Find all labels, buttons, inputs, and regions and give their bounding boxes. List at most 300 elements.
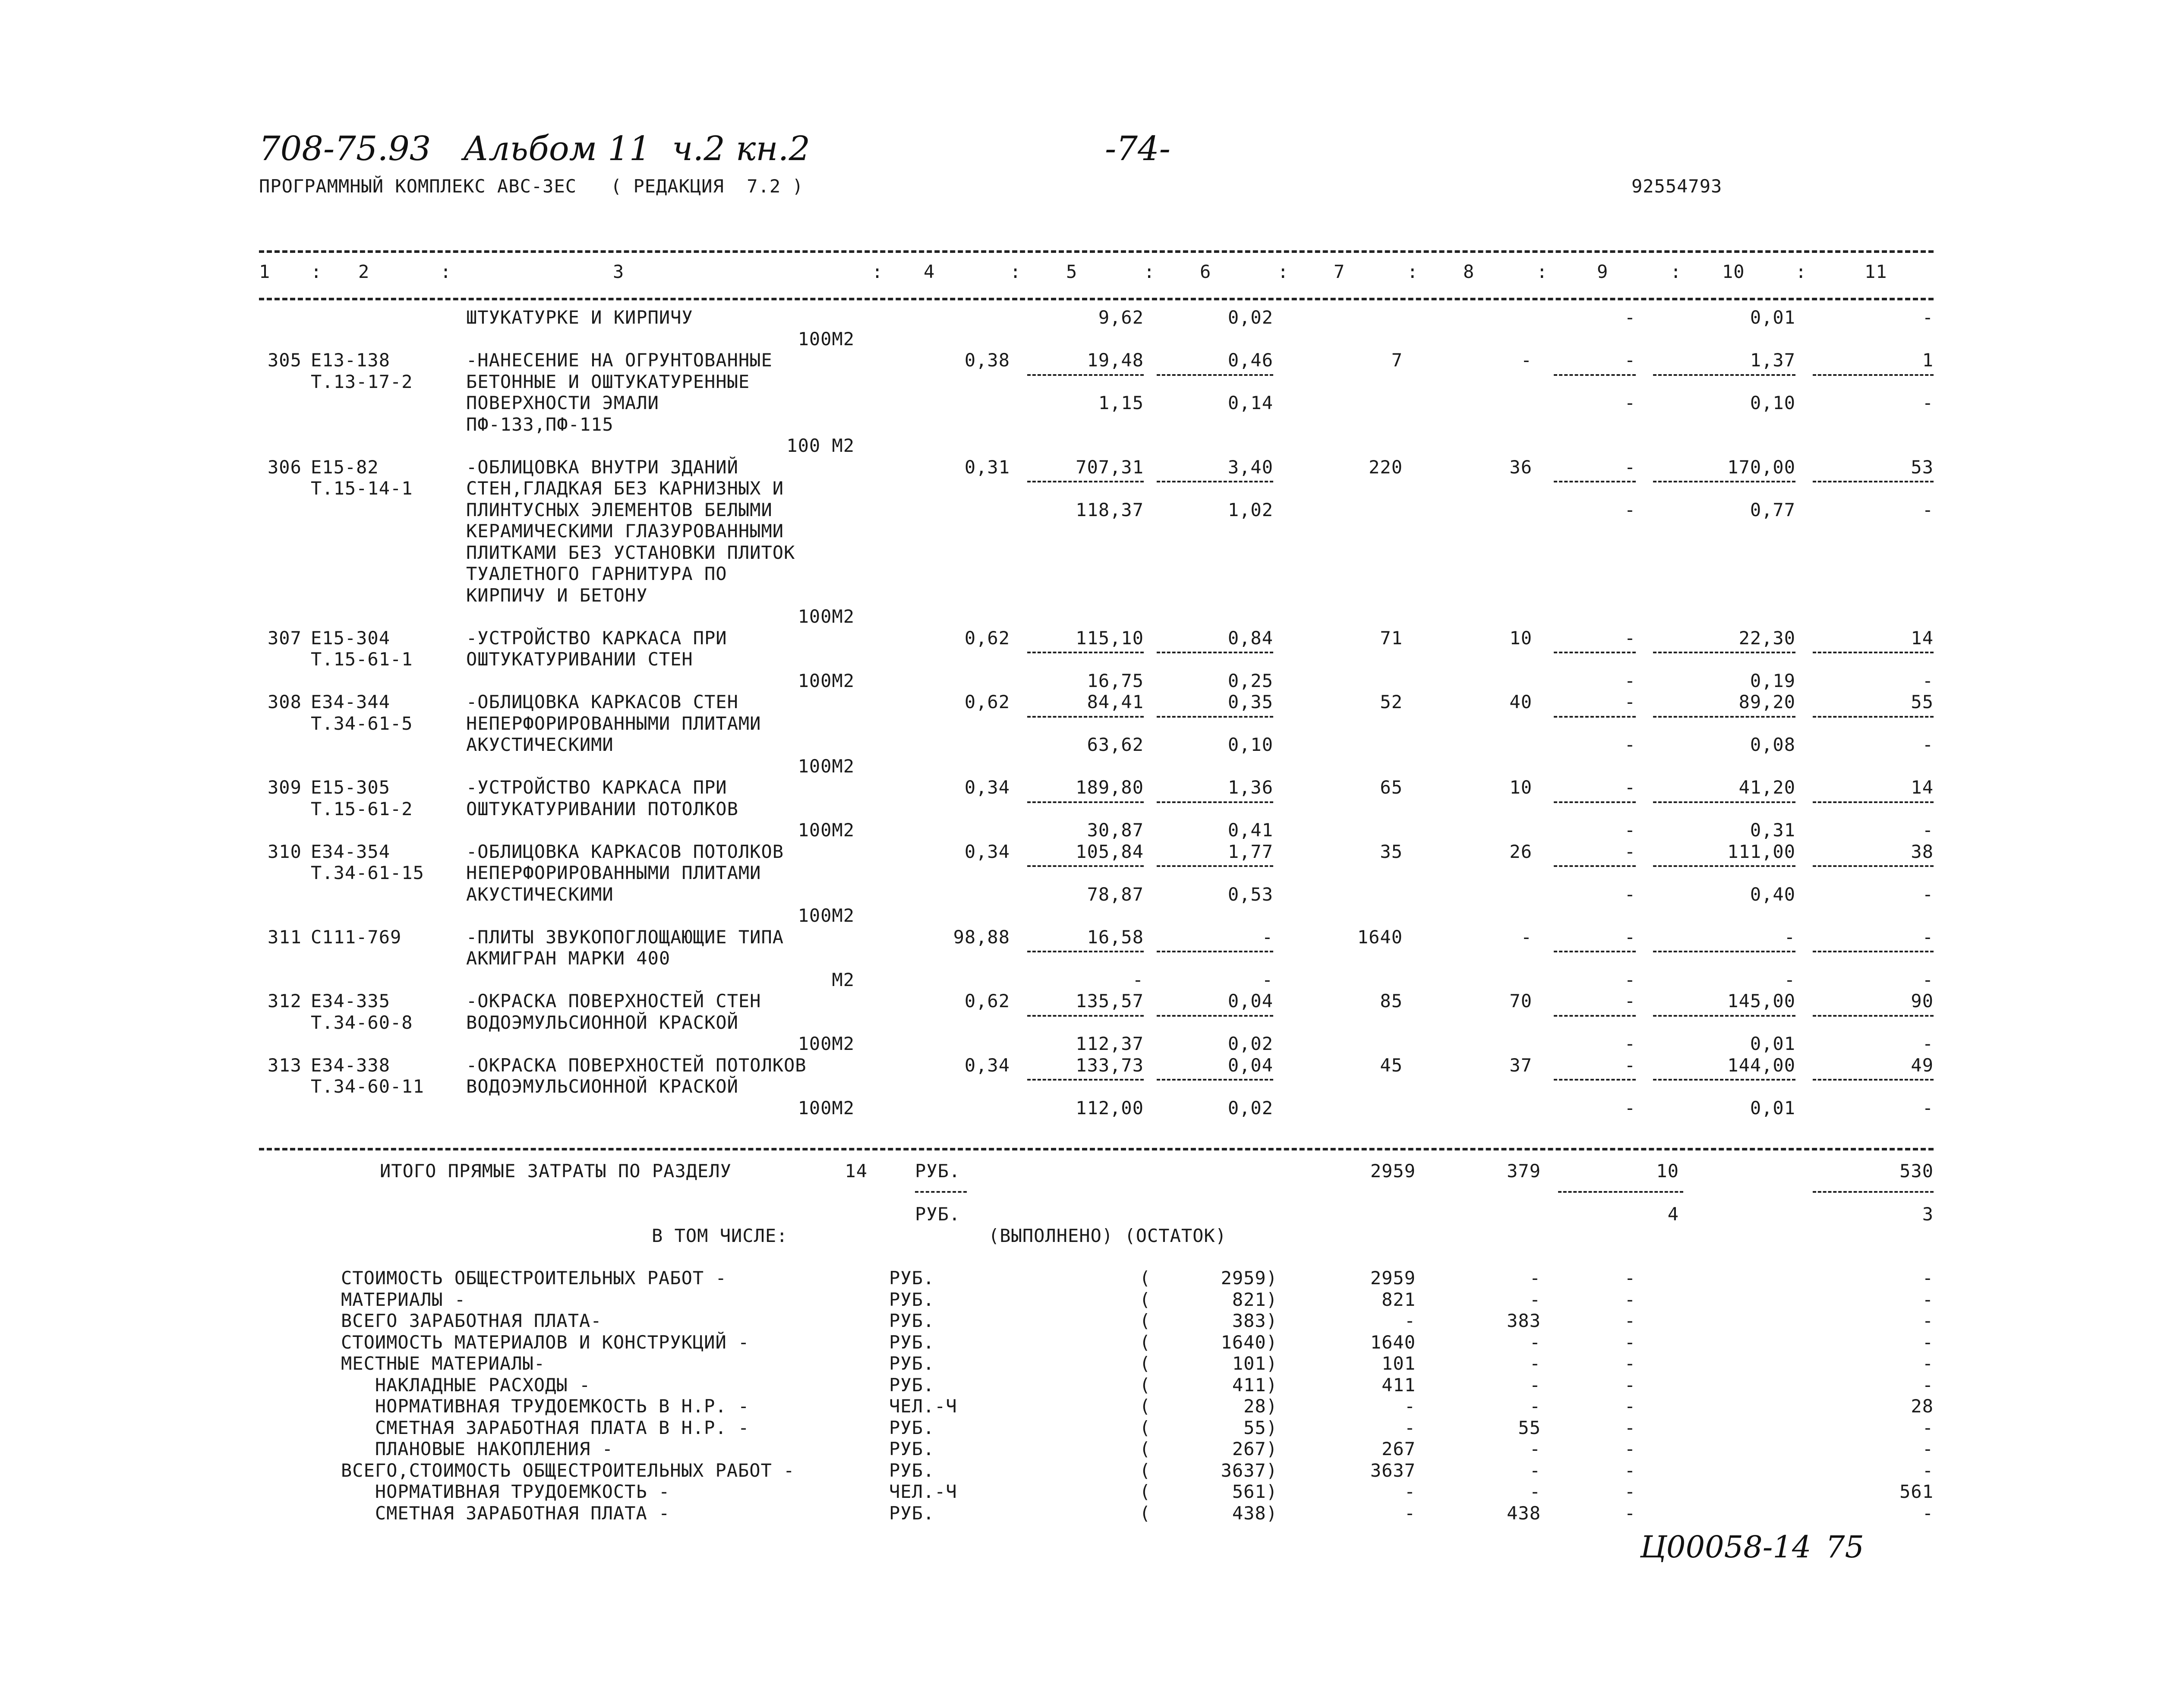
cell-c4: 0,34 <box>964 841 1010 862</box>
breakdown-unit: РУБ. <box>889 1502 935 1524</box>
breakdown-label: СМЕТНАЯ ЗАРАБОТНАЯ ПЛАТА В Н.Р. - <box>341 1417 750 1438</box>
cell-c5: 16,58 <box>1087 926 1144 948</box>
breakdown-unit: РУБ. <box>889 1331 935 1353</box>
breakdown-c7: 821 <box>1382 1289 1416 1310</box>
breakdown-label: МАТЕРИАЛЫ - <box>341 1289 466 1310</box>
cell-c9: - <box>1624 883 1636 905</box>
column-separator: : <box>1407 261 1419 282</box>
breakdown-c9: - <box>1624 1310 1636 1331</box>
cell-c5: 78,87 <box>1087 883 1144 905</box>
cell-c10: 22,30 <box>1738 627 1795 649</box>
cell-c5: 707,31 <box>1076 456 1144 478</box>
cell-c3: М2 <box>832 969 855 990</box>
open-paren: ( <box>1139 1417 1151 1438</box>
header-bottom-rule <box>259 298 1934 300</box>
cell-c3: ОШТУКАТУРИВАНИИ СТЕН <box>466 649 693 670</box>
cell-c4: 0,31 <box>964 456 1010 478</box>
breakdown-c7: 3637 <box>1370 1459 1416 1481</box>
open-paren: ( <box>1139 1267 1151 1289</box>
breakdown-unit: РУБ. <box>889 1353 935 1374</box>
cell-c9: - <box>1624 819 1636 841</box>
cell-c6: 1,77 <box>1227 841 1273 862</box>
column-number-1: 1 <box>259 261 271 282</box>
cell-c2: С111-769 <box>311 926 402 948</box>
breakdown-paren: 55) <box>1243 1417 1278 1438</box>
cell-c11: 49 <box>1911 1054 1934 1076</box>
cell-c6: 0,41 <box>1227 819 1273 841</box>
column-separator: : <box>1278 261 1289 282</box>
cell-c3: 100М2 <box>798 1033 855 1054</box>
cell-c3: 100М2 <box>798 606 855 627</box>
open-paren: ( <box>1139 1374 1151 1396</box>
value-split-rule <box>1653 716 1795 718</box>
total-col7: 2959 <box>1370 1160 1416 1182</box>
breakdown-label: СМЕТНАЯ ЗАРАБОТНАЯ ПЛАТА - <box>341 1502 670 1524</box>
breakdown-paren: 1640) <box>1221 1331 1278 1353</box>
breakdown-label: ВСЕГО,СТОИМОСТЬ ОБЩЕСТРОИТЕЛЬНЫХ РАБОТ - <box>341 1459 795 1481</box>
breakdown-c9: - <box>1624 1267 1636 1289</box>
breakdown-c11: 28 <box>1911 1396 1934 1417</box>
cell-c3: ПЛИТКАМИ БЕЗ УСТАНОВКИ ПЛИТОК <box>466 542 795 563</box>
cell-c9: - <box>1624 777 1636 798</box>
value-split-rule <box>1813 374 1934 376</box>
cell-c8: 70 <box>1509 990 1532 1012</box>
breakdown-c11: - <box>1922 1417 1934 1438</box>
breakdown-c9: - <box>1624 1353 1636 1374</box>
breakdown-paren: 28) <box>1243 1396 1278 1417</box>
breakdown-c7: - <box>1404 1481 1416 1502</box>
open-paren: ( <box>1139 1459 1151 1481</box>
value-split-rule <box>1813 1079 1934 1081</box>
including-label: В ТОМ ЧИСЛЕ: <box>652 1225 788 1246</box>
breakdown-c8: - <box>1529 1481 1541 1502</box>
cell-c9: - <box>1624 456 1636 478</box>
column-number-10: 10 <box>1722 261 1745 282</box>
breakdown-c7: - <box>1404 1417 1416 1438</box>
cell-c9: - <box>1624 1097 1636 1119</box>
program-header: ПРОГРАММНЫЙ КОМПЛЕКС АВС-3ЕС ( РЕДАКЦИЯ 7.2 ) <box>259 176 804 197</box>
value-split-rule <box>1653 951 1795 952</box>
cell-c2: Т.13-17-2 <box>311 371 413 392</box>
cell-c10: 144,00 <box>1727 1054 1795 1076</box>
open-paren: ( <box>1139 1438 1151 1459</box>
column-number-9: 9 <box>1597 261 1609 282</box>
breakdown-c9: - <box>1624 1289 1636 1310</box>
open-paren: ( <box>1139 1396 1151 1417</box>
cell-c6: 1,36 <box>1227 777 1273 798</box>
cell-c3: -ОБЛИЦОВКА КАРКАСОВ СТЕН <box>466 691 738 712</box>
breakdown-c11: - <box>1922 1289 1934 1310</box>
cell-c9: - <box>1624 926 1636 948</box>
breakdown-unit: РУБ. <box>889 1374 935 1396</box>
cell-c3: -УСТРОЙСТВО КАРКАСА ПРИ <box>466 627 727 649</box>
cell-c9: - <box>1624 734 1636 755</box>
value-split-rule <box>1653 801 1795 803</box>
cell-c1: 310 <box>268 841 302 862</box>
value-split-rule <box>1813 951 1934 952</box>
cell-c11: 53 <box>1911 456 1934 478</box>
breakdown-c11: - <box>1922 1310 1934 1331</box>
cell-c5: 115,10 <box>1076 627 1144 649</box>
breakdown-paren: 3637) <box>1221 1459 1278 1481</box>
cell-c3: -НАНЕСЕНИЕ НА ОГРУНТОВАННЫЕ <box>466 350 773 371</box>
cell-c7: 220 <box>1369 456 1403 478</box>
cell-c10: 170,00 <box>1727 456 1795 478</box>
cell-c2: Т.34-61-5 <box>311 712 413 734</box>
cell-c4: 0,62 <box>964 691 1010 712</box>
cell-c2: Т.34-60-11 <box>311 1076 424 1097</box>
breakdown-c8: 55 <box>1518 1417 1541 1438</box>
breakdown-c7: - <box>1404 1502 1416 1524</box>
total-unit-underline <box>915 1191 967 1193</box>
breakdown-unit: РУБ. <box>889 1459 935 1481</box>
value-split-rule <box>1813 865 1934 867</box>
cell-c3: ПЛИНТУСНЫХ ЭЛЕМЕНТОВ БЕЛЫМИ <box>466 499 773 520</box>
cell-c5: 112,37 <box>1076 1033 1144 1054</box>
breakdown-c9: - <box>1624 1438 1636 1459</box>
cell-c1: 307 <box>268 627 302 649</box>
cell-c3: 100М2 <box>798 670 855 691</box>
cell-c8: 10 <box>1509 777 1532 798</box>
breakdown-c8: - <box>1529 1459 1541 1481</box>
value-split-rule <box>1813 481 1934 482</box>
value-split-rule <box>1157 481 1273 482</box>
column-number-6: 6 <box>1200 261 1212 282</box>
cell-c5: 19,48 <box>1087 350 1144 371</box>
breakdown-c11: - <box>1922 1438 1934 1459</box>
cell-c6: 0,14 <box>1227 392 1273 413</box>
breakdown-c9: - <box>1624 1374 1636 1396</box>
cell-c3: АКМИГРАН МАРКИ 400 <box>466 948 671 969</box>
breakdown-paren: 438) <box>1232 1502 1278 1524</box>
cell-c11: 14 <box>1911 627 1934 649</box>
value-split-rule <box>1027 1015 1144 1017</box>
cell-c8: 10 <box>1509 627 1532 649</box>
cell-c11: - <box>1922 969 1934 990</box>
totals-top-rule <box>259 1148 1934 1150</box>
cell-c4: 0,62 <box>964 627 1010 649</box>
cell-c5: 1,15 <box>1098 392 1144 413</box>
value-split-rule <box>1653 1079 1795 1081</box>
cell-c11: - <box>1922 392 1934 413</box>
breakdown-c11: - <box>1922 1502 1934 1524</box>
cell-c9: - <box>1624 1033 1636 1054</box>
cell-c2: Е34-354 <box>311 841 391 862</box>
cell-c3: ПОВЕРХНОСТИ ЭМАЛИ <box>466 392 659 413</box>
cell-c9: - <box>1624 350 1636 371</box>
breakdown-c11: - <box>1922 1331 1934 1353</box>
cell-c1: 305 <box>268 350 302 371</box>
cell-c6: - <box>1262 926 1273 948</box>
cell-c11: 38 <box>1911 841 1934 862</box>
breakdown-c8: 438 <box>1507 1502 1541 1524</box>
cell-c4: 0,34 <box>964 1054 1010 1076</box>
cell-c3: ТУАЛЕТНОГО ГАРНИТУРА ПО <box>466 563 727 584</box>
cell-c9: - <box>1624 670 1636 691</box>
breakdown-c7: - <box>1404 1396 1416 1417</box>
value-split-rule <box>1813 652 1934 653</box>
breakdown-c11: 561 <box>1899 1481 1934 1502</box>
open-paren: ( <box>1139 1481 1151 1502</box>
cell-c11: 1 <box>1922 350 1934 371</box>
column-number-8: 8 <box>1463 261 1475 282</box>
cell-c7: 45 <box>1380 1054 1403 1076</box>
column-number-3: 3 <box>613 261 625 282</box>
value-split-rule <box>1554 652 1636 653</box>
cell-c11: - <box>1922 1033 1934 1054</box>
breakdown-label: ПЛАНОВЫЕ НАКОПЛЕНИЯ - <box>341 1438 613 1459</box>
cell-c3: -ОКРАСКА ПОВЕРХНОСТЕЙ СТЕН <box>466 990 761 1012</box>
cell-c10: 0,40 <box>1750 883 1795 905</box>
cell-c6: 0,02 <box>1227 1033 1273 1054</box>
value-split-rule <box>1027 865 1144 867</box>
cell-c2: Е34-344 <box>311 691 391 712</box>
value-split-rule <box>1027 951 1144 952</box>
cell-c7: 85 <box>1380 990 1403 1012</box>
cell-c6: - <box>1262 969 1273 990</box>
cell-c11: - <box>1922 499 1934 520</box>
cell-c9: - <box>1624 691 1636 712</box>
breakdown-unit: РУБ. <box>889 1417 935 1438</box>
cell-c5: 189,80 <box>1076 777 1144 798</box>
column-separator: : <box>1536 261 1548 282</box>
cell-c8: 37 <box>1509 1054 1532 1076</box>
cell-c1: 312 <box>268 990 302 1012</box>
cell-c3: 100М2 <box>798 905 855 926</box>
value-split-rule <box>1653 865 1795 867</box>
cell-c9: - <box>1624 499 1636 520</box>
cell-c9: - <box>1624 1054 1636 1076</box>
total-col8: 379 <box>1507 1160 1541 1182</box>
cell-c2: Т.34-60-8 <box>311 1012 413 1033</box>
document-number: 92554793 <box>1631 176 1723 197</box>
breakdown-c8: - <box>1529 1331 1541 1353</box>
cell-c1: 306 <box>268 456 302 478</box>
cell-c9: - <box>1624 392 1636 413</box>
cell-c11: - <box>1922 926 1934 948</box>
cell-c7: 65 <box>1380 777 1403 798</box>
total-label: ИТОГО ПРЯМЫЕ ЗАТРАТЫ ПО РАЗДЕЛУ <box>380 1160 732 1182</box>
column-number-4: 4 <box>924 261 935 282</box>
cell-c2: Т.34-61-15 <box>311 862 424 883</box>
cell-c2: Е13-138 <box>311 350 391 371</box>
done-remaining-label: (ВЫПОЛНЕНО) (ОСТАТОК) <box>988 1225 1227 1246</box>
value-split-rule <box>1653 652 1795 653</box>
open-paren: ( <box>1139 1310 1151 1331</box>
breakdown-paren: 561) <box>1232 1481 1278 1502</box>
cell-c11: - <box>1922 670 1934 691</box>
breakdown-c11: - <box>1922 1267 1934 1289</box>
value-split-rule <box>1027 1079 1144 1081</box>
cell-c9: - <box>1624 627 1636 649</box>
breakdown-label: СТОИМОСТЬ ОБЩЕСТРОИТЕЛЬНЫХ РАБОТ - <box>341 1267 727 1289</box>
value-split-rule <box>1554 865 1636 867</box>
cell-c4: 0,34 <box>964 777 1010 798</box>
cell-c11: - <box>1922 819 1934 841</box>
breakdown-c8: - <box>1529 1438 1541 1459</box>
value-split-rule <box>1554 1015 1636 1017</box>
breakdown-paren: 383) <box>1232 1310 1278 1331</box>
breakdown-c11: - <box>1922 1374 1934 1396</box>
cell-c6: 0,53 <box>1227 883 1273 905</box>
breakdown-label: СТОИМОСТЬ МАТЕРИАЛОВ И КОНСТРУКЦИЙ - <box>341 1331 750 1353</box>
value-split-rule <box>1027 716 1144 718</box>
cell-c6: 0,84 <box>1227 627 1273 649</box>
cell-c11: 14 <box>1911 777 1934 798</box>
breakdown-c8: 383 <box>1507 1310 1541 1331</box>
total-section: 14 <box>845 1160 868 1182</box>
cell-c3: 100М2 <box>798 755 855 777</box>
cell-c3: БЕТОННЫЕ И ОШТУКАТУРЕННЫЕ <box>466 371 750 392</box>
cell-c7: 35 <box>1380 841 1403 862</box>
cell-c3: НЕПЕРФОРИРОВАННЫМИ ПЛИТАМИ <box>466 862 761 883</box>
column-separator: : <box>311 261 322 282</box>
value-split-rule <box>1813 801 1934 803</box>
value-split-rule <box>1813 1015 1934 1017</box>
cell-c7: 7 <box>1391 350 1403 371</box>
value-split-rule <box>1653 374 1795 376</box>
cell-c7: 1640 <box>1357 926 1403 948</box>
breakdown-c8: - <box>1529 1374 1541 1396</box>
table-top-rule <box>259 250 1934 253</box>
cell-c9: - <box>1624 990 1636 1012</box>
cell-c1: 311 <box>268 926 302 948</box>
value-split-rule <box>1157 716 1273 718</box>
breakdown-label: МЕСТНЫЕ МАТЕРИАЛЫ- <box>341 1353 546 1374</box>
breakdown-label: НАКЛАДНЫЕ РАСХОДЫ - <box>341 1374 591 1396</box>
open-paren: ( <box>1139 1289 1151 1310</box>
total-unit-second: РУБ. <box>915 1204 961 1225</box>
breakdown-paren: 267) <box>1232 1438 1278 1459</box>
cell-c10: 0,10 <box>1750 392 1795 413</box>
handwritten-page-number: -74- <box>1105 129 1170 168</box>
cell-c3: -ОБЛИЦОВКА ВНУТРИ ЗДАНИЙ <box>466 456 738 478</box>
value-split-rule <box>1813 716 1934 718</box>
breakdown-c7: 2959 <box>1370 1267 1416 1289</box>
column-separator: : <box>872 261 883 282</box>
cell-c5: 30,87 <box>1087 819 1144 841</box>
breakdown-c7: 267 <box>1382 1438 1416 1459</box>
value-split-rule <box>1157 1079 1273 1081</box>
cell-c2: Е15-305 <box>311 777 391 798</box>
cell-c2: Е34-335 <box>311 990 391 1012</box>
cell-c11: 90 <box>1911 990 1934 1012</box>
cell-c5: 9,62 <box>1098 307 1144 328</box>
value-split-rule <box>1554 801 1636 803</box>
cell-c3: -ОБЛИЦОВКА КАРКАСОВ ПОТОЛКОВ <box>466 841 784 862</box>
cell-c3: 100М2 <box>798 1097 855 1119</box>
cell-c1: 308 <box>268 691 302 712</box>
cell-c10: 0,77 <box>1750 499 1795 520</box>
cell-c3: 100М2 <box>798 328 855 350</box>
cell-c6: 1,02 <box>1227 499 1273 520</box>
value-split-rule <box>1157 652 1273 653</box>
cell-c5: 63,62 <box>1087 734 1144 755</box>
cell-c4: 0,62 <box>964 990 1010 1012</box>
cell-c3: НЕПЕРФОРИРОВАННЫМИ ПЛИТАМИ <box>466 712 761 734</box>
breakdown-unit: РУБ. <box>889 1267 935 1289</box>
cell-c10: - <box>1784 926 1795 948</box>
breakdown-c8: - <box>1529 1396 1541 1417</box>
breakdown-paren: 411) <box>1232 1374 1278 1396</box>
value-split-rule <box>1157 1015 1273 1017</box>
breakdown-unit: ЧЕЛ.-Ч <box>889 1481 957 1502</box>
cell-c11: - <box>1922 1097 1934 1119</box>
cell-c2: Е15-82 <box>311 456 379 478</box>
cell-c5: 84,41 <box>1087 691 1144 712</box>
cell-c4: 0,38 <box>964 350 1010 371</box>
breakdown-c11: - <box>1922 1459 1934 1481</box>
cell-c8: - <box>1521 350 1532 371</box>
breakdown-label: НОРМАТИВНАЯ ТРУДОЕМКОСТЬ В Н.Р. - <box>341 1396 750 1417</box>
handwritten-album-note: 708-75.93 Альбом 11 ч.2 кн.2 <box>259 129 811 168</box>
value-split-rule <box>1653 1015 1795 1017</box>
cell-c10: - <box>1784 969 1795 990</box>
cell-c5: 133,73 <box>1076 1054 1144 1076</box>
total-col9: 10 <box>1656 1160 1679 1182</box>
breakdown-c7: 411 <box>1382 1374 1416 1396</box>
cell-c8: - <box>1521 926 1532 948</box>
value-split-rule <box>1554 481 1636 482</box>
cell-c3: 100 М2 <box>786 435 855 456</box>
cell-c1: 309 <box>268 777 302 798</box>
cell-c1: 313 <box>268 1054 302 1076</box>
breakdown-unit: РУБ. <box>889 1289 935 1310</box>
total-col9-underline <box>1558 1191 1683 1193</box>
cell-c8: 26 <box>1509 841 1532 862</box>
breakdown-c9: - <box>1624 1502 1636 1524</box>
column-separator: : <box>1670 261 1682 282</box>
cell-c10: 41,20 <box>1738 777 1795 798</box>
cell-c3: СТЕН,ГЛАДКАЯ БЕЗ КАРНИЗНЫХ И <box>466 478 784 499</box>
total-col11-underline <box>1813 1191 1934 1193</box>
cell-c10: 1,37 <box>1750 350 1795 371</box>
cell-c10: 0,01 <box>1750 1097 1795 1119</box>
cell-c10: 89,20 <box>1738 691 1795 712</box>
value-split-rule <box>1027 481 1144 482</box>
cell-c3: АКУСТИЧЕСКИМИ <box>466 883 614 905</box>
cell-c6: 0,46 <box>1227 350 1273 371</box>
handwritten-archive-page: 75 <box>1826 1529 1865 1565</box>
value-split-rule <box>1157 374 1273 376</box>
cell-c5: 105,84 <box>1076 841 1144 862</box>
cell-c10: 0,31 <box>1750 819 1795 841</box>
cell-c2: Е15-304 <box>311 627 391 649</box>
cell-c3: ВОДОЭМУЛЬСИОННОЙ КРАСКОЙ <box>466 1012 738 1033</box>
open-paren: ( <box>1139 1331 1151 1353</box>
breakdown-c8: - <box>1529 1267 1541 1289</box>
breakdown-paren: 2959) <box>1221 1267 1278 1289</box>
cell-c3: ПФ-133,ПФ-115 <box>466 413 614 435</box>
breakdown-paren: 101) <box>1232 1353 1278 1374</box>
cell-c5: 16,75 <box>1087 670 1144 691</box>
cell-c6: 0,02 <box>1227 307 1273 328</box>
breakdown-c7: 101 <box>1382 1353 1416 1374</box>
cell-c3: ОШТУКАТУРИВАНИИ ПОТОЛКОВ <box>466 798 738 819</box>
cell-c11: - <box>1922 734 1934 755</box>
open-paren: ( <box>1139 1502 1151 1524</box>
value-split-rule <box>1027 801 1144 803</box>
value-split-rule <box>1653 481 1795 482</box>
value-split-rule <box>1554 716 1636 718</box>
cell-c3: КЕРАМИЧЕСКИМИ ГЛАЗУРОВАННЫМИ <box>466 520 784 542</box>
column-separator: : <box>1010 261 1022 282</box>
cell-c6: 0,04 <box>1227 1054 1273 1076</box>
total-col9-second: 4 <box>1667 1204 1679 1225</box>
cell-c5: 118,37 <box>1076 499 1144 520</box>
cell-c10: 145,00 <box>1727 990 1795 1012</box>
breakdown-unit: РУБ. <box>889 1310 935 1331</box>
